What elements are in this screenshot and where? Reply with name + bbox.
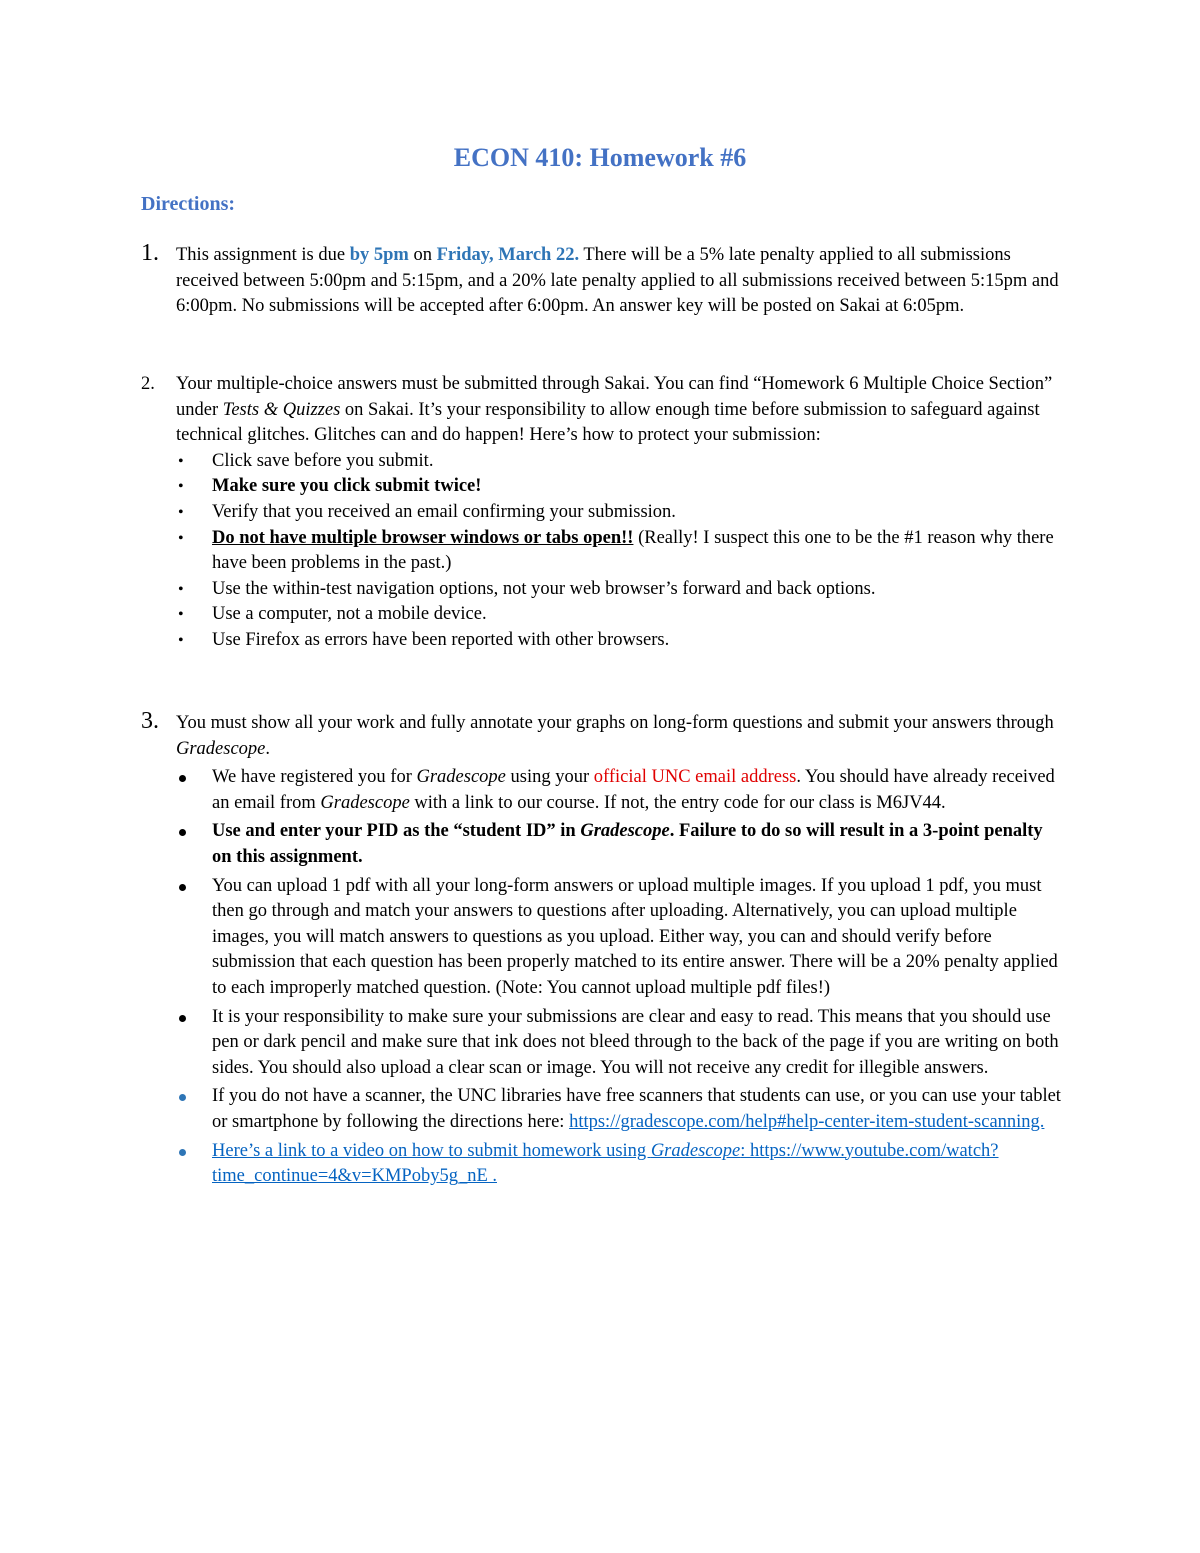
sakai-tips-list — [176, 449, 1061, 654]
scanning-help-link[interactable]: https://gradescope.com/help#help-center-item-student-scanning. — [569, 1111, 1045, 1132]
list-item: You can upload 1 pdf with all your long-form answers or upload multiple images. If you upload 1 pdf, you must then go through and match your answers to questions after uploading. Alternatively, you can upload multiple images, you will match answers to questions as you upload. Either way, you can and should verify before submission that each question has been properly matched to its entire answer. There will be a 20% penalty applied to each improperly matched question. (Note: You cannot upload multiple pdf files!) — [176, 874, 1061, 1002]
direction-item-2 — [141, 372, 1061, 654]
bullet-icon: • — [178, 478, 184, 496]
list-item: We have registered you for Gradescope using your official UNC email address. You should have already received an email from Gradescope with a link to our course. If not, the entry code for our class is M6JV44. — [176, 765, 1061, 816]
bullet-icon: • — [178, 529, 184, 547]
bullet-icon: • — [178, 580, 184, 598]
bullet-icon — [179, 1015, 186, 1022]
list-item: • Do not have multiple browser windows or tabs open!! (Really! I suspect this one to be the #1 reason why there have been problems in the past.) — [178, 527, 1054, 574]
due-date: Friday, March 22. — [436, 245, 580, 265]
list-item: • Verify that you received an email confirming your submission. — [176, 500, 1061, 526]
bullet-icon — [179, 1094, 186, 1101]
list-item: If you do not have a scanner, the UNC libraries have free scanners that students can use, or you can use your tablet or smartphone by following the directions here: https://gradescope.com/help#help-center-item-student-scanning. — [176, 1084, 1061, 1135]
item-number: 3. — [141, 708, 159, 734]
bullet-icon — [179, 775, 186, 782]
bullet-icon — [179, 829, 186, 836]
gradescope-tips-list — [176, 765, 1061, 1190]
item-text: This assignment is due by 5pm on Friday, March 22. There will be a 5% late penalty applied to all submissions received between 5:00pm and 5:15pm, and a 20% late penalty applied to all submissions received between 5:15pm and 6:00pm. No submissions will be accepted after 6:00pm. An answer key will be posted on Sakai at 6:05pm. — [176, 245, 1059, 317]
direction-item-1 — [141, 240, 1061, 320]
list-item: • Use Firefox as errors have been reported with other browsers. — [176, 628, 1061, 654]
tests-quizzes-term: Tests & Quizzes — [222, 399, 341, 420]
bullet-icon — [179, 884, 186, 891]
list-item: It is your responsibility to make sure your submissions are clear and easy to read. This means that you should use pen or dark pencil and make sure that ink does not bleed through to the back of the page if you are writing on both sides. You should also upload a clear scan or image. You will not receive any credit for illegible answers. — [176, 1005, 1061, 1082]
bullet-icon — [179, 1149, 186, 1156]
video-help-link[interactable]: Here’s a link to a video on how to submit homework using Gradescope: https://www.youtube.com/watch?time_continue=4&v=KMPoby5g_nE . — [212, 1140, 999, 1187]
list-item: • Use the within-test navigation options, not your web browser’s forward and back options. — [176, 577, 1061, 603]
item-number: 2. — [141, 374, 155, 394]
list-item: • Click save before you submit. — [176, 449, 1061, 475]
directions-heading: Directions: — [141, 193, 236, 215]
unc-email-highlight: official UNC email address — [593, 767, 797, 788]
list-item: • Use a computer, not a mobile device. — [176, 602, 1061, 628]
due-time: by 5pm — [349, 245, 409, 265]
list-item — [176, 1139, 1061, 1190]
page-title: ECON 410: Homework #6 — [453, 143, 747, 172]
direction-item-3 — [141, 708, 1061, 1190]
bullet-icon: • — [178, 503, 184, 521]
bullet-icon: • — [178, 452, 184, 470]
bullet-icon: • — [178, 606, 184, 624]
item-text: You must show all your work and fully annotate your graphs on long-form questions and submit your answers through Gradescope. We have registered you for Gradescope using your official UNC email address. You should have already received an email from Gradescope with a link to our course. If not, the entry code for our class is M6JV44. Use and enter your PID as the “student ID” in Gradescope. Failure to do so will result in a 3-point penalty on this assignment. You can upload 1 pdf with all your long-form answers or upload multiple images. If you upload 1 pdf, you must then go through and match your answers to questions after uploading. Alternatively, you can upload multiple images, you will match answers to questions as you upload. Either way, you can and should verify before submission that each question has been properly matched to its entire answer. There will be a 20% penalty applied to each improperly matched question. (Note: You cannot upload multiple pdf files!) It is your responsibility to make sure your submissions are clear and easy to read. This means that you should use pen or dark pencil and make sure that ink does not bleed through to the back of the page if you are writing on both sides. You should also upload a clear scan or image. You will not receive any credit for illegible answers. If you do not have a scanner, the UNC libraries have free scanners that students can use, or you can use your tablet or smartphone by following the directions here: https://gradescope.com/help#help-center-item-student-scanning. Here’s a link to a video on how to submit homework using Gradescope: https://www.youtube.com/watch?time_continue=4&v=KMPoby5g_nE . — [176, 711, 1061, 1190]
item-text: Your multiple-choice answers must be submitted through Sakai. You can find “Homework 6 Multiple Choice Section” under Tests & Quizzes on Sakai. It’s your responsibility to allow enough time before submission to safeguard against technical glitches. Glitches can and do happen! Here’s how to protect your submission: • Click save before you submit. • Make sure you click submit twice! • Verify that you received an email confirming your submission. • Do not have multiple browser windows or tabs open!! (Really! I suspect this one to be the #1 reason why there have been problems in the past.) • Use the within-test navigation options, not your web browser’s forward and back options. • Use a computer, not a mobile device. • Use Firefox as errors have been reported with other browsers. — [176, 372, 1061, 654]
bullet-icon: • — [178, 631, 184, 649]
list-item: • Make sure you click submit twice! — [176, 474, 1061, 500]
gradescope-term: Gradescope — [176, 738, 266, 759]
item-number: 1. — [141, 240, 159, 266]
list-item: Use and enter your PID as the “student ID” in Gradescope. Failure to do so will result in a 3-point penalty on this assignment. — [176, 819, 1061, 870]
